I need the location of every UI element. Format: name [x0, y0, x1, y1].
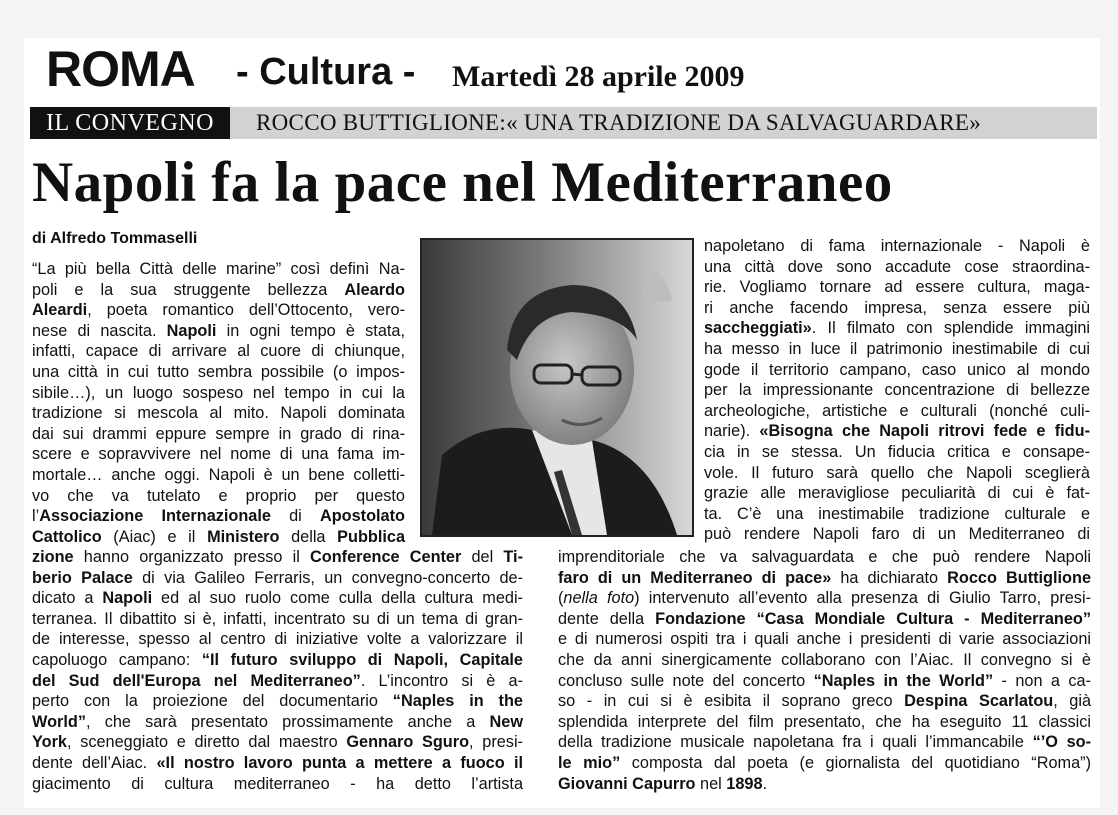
- line: capoluogo campano: “Il futuro sviluppo di Napoli, Capitale: [32, 650, 523, 669]
- line: faro di un Mediterraneo di pace» ha dichiarato Rocco Buttiglione: [558, 568, 1091, 587]
- line: Aleardi, poeta romantico dell’Ottocento, vero-: [32, 301, 405, 320]
- line: scere e sopravvivere nel nome di una fama im-: [32, 445, 405, 464]
- section-name: - Cultura -: [236, 51, 416, 93]
- line: una città dove sono accadute cose straordina-: [704, 257, 1090, 276]
- line: saccheggiati». Il filmato con splendide immagini: [704, 319, 1090, 338]
- line: dai sui drammi eppure sempre in grado di rina-: [32, 424, 405, 443]
- line: vo che va tutelato e proprio per questo: [32, 486, 405, 505]
- line: grazie alle meravigliose peculiarità di cui è fat-: [704, 484, 1090, 503]
- line: zione hanno organizzato presso il Conference Center del Ti-: [32, 548, 523, 566]
- line: terranea. Il dibattito si è, infatti, incentrato su di un tema di gran-: [32, 609, 523, 628]
- line: narie). «Bisogna che Napoli ritrovi fede e fidu-: [704, 422, 1090, 441]
- line: che da anni sinergicamente collaborano con l’Aiac. Il convegno si è: [558, 650, 1091, 669]
- line: imprenditoriale che va salvaguardata e che può rendere Napoli: [558, 548, 1091, 566]
- line: gode il territorio campano, caso unico al mondo: [704, 360, 1090, 379]
- line: dente dell’Aiac. «Il nostro lavoro punta a mettere a fuoco il: [32, 753, 523, 772]
- headline: Napoli fa la pace nel Mediterraneo: [32, 151, 893, 214]
- line: York, sceneggiato e diretto dal maestro Gennaro Sguro, presi-: [32, 733, 523, 752]
- section-tag: IL CONVEGNO: [30, 107, 230, 139]
- line: Giovanni Capurro nel 1898.: [558, 774, 768, 793]
- article-photo: [420, 238, 694, 537]
- line: de interesse, spesso al centro di iniziative volte a valorizzare il: [32, 630, 523, 649]
- portrait-image: [422, 240, 692, 535]
- line: dicato a Napoli ed al suo ruolo come culla della cultura medi-: [32, 589, 523, 608]
- line: ta. C’è una inestimabile tradizione culturale e: [704, 504, 1090, 523]
- line: (nella foto) intervenuto all’evento alla presenza di Giulio Tarro, presi-: [558, 589, 1091, 608]
- line: può rendere Napoli faro di un Mediterraneo di: [704, 525, 1090, 544]
- line: ri anche facendo impresa, senza essere più: [704, 298, 1090, 317]
- line: “La più bella Città delle marine” così definì Na-: [32, 260, 405, 278]
- line: sibile…), un luogo sospeso nel tempo in cui la: [32, 383, 405, 402]
- line: e di numerosi ospiti tra i quali anche i presidenti di varie associazioni: [558, 630, 1091, 649]
- line: l’Associazione Internazionale di Apostolato: [32, 507, 405, 526]
- article-column-3: [704, 236, 1090, 545]
- line: rie. Vogliamo tornare ad essere cultura, maga-: [704, 278, 1090, 297]
- line: perto con la proiezione del documentario “Naples in the: [32, 692, 523, 711]
- issue-date: Martedì 28 aprile 2009: [452, 60, 745, 93]
- line: nese di nascita. Napoli in ogni tempo è stata,: [32, 321, 405, 340]
- line: tradizione si mescola al mito. Napoli dominata: [32, 404, 405, 423]
- line: Cattolico (Aiac) e il Ministero della Pubblica: [32, 527, 405, 546]
- subheadline: ROCCO BUTTIGLIONE:« UNA TRADIZIONE DA SALVAGUARDARE»: [256, 110, 981, 135]
- line: dente della Fondazione “Casa Mondiale Cultura - Mediterraneo”: [558, 609, 1091, 628]
- line: berio Palace di via Galileo Ferraris, un convegno-concerto de-: [32, 568, 523, 587]
- article-column-1: [32, 259, 405, 547]
- line: della tradizione musicale napoletana fra i quali l’immancabile “’O so-: [558, 733, 1091, 752]
- line: una città in cui tutto sembra possibile (o impos-: [32, 362, 405, 381]
- line: per la impressionante concentrazione di bellezze: [704, 381, 1090, 400]
- article-column-1-continued: [32, 547, 523, 794]
- line: splendida interprete del film presentato, che ha eseguito 11 classici: [558, 712, 1091, 731]
- line: World”, che sarà presentato prossimamente anche a New: [32, 712, 523, 731]
- line: archeologiche, artistiche e culturali (nonché culi-: [704, 401, 1090, 420]
- line: so - in cui si è esibita il soprano greco Despina Scarlatou, già: [558, 692, 1092, 711]
- line: mortale… anche oggi. Napoli è un bene colletti-: [32, 465, 405, 484]
- kicker-bar: [30, 107, 1097, 139]
- line: infatti, capace di arrivare al cuore di chiunque,: [32, 342, 405, 361]
- line: giacimento di cultura mediterraneo - ha detto l’artista: [32, 774, 523, 793]
- line: le mio” composta dal poeta (e giornalista del quotidiano “Roma”): [558, 753, 1091, 772]
- line: poli e la sua struggente bellezza Aleardo: [32, 280, 405, 299]
- line: napoletano di fama internazionale - Napoli è: [704, 237, 1090, 255]
- line: del Sud dell'Europa nel Mediterraneo”. L’incontro si è a-: [32, 671, 523, 690]
- publication-name: ROMA: [46, 41, 195, 97]
- line: concluso sulle note del concerto “Naples in the World” - non a ca-: [558, 671, 1091, 690]
- byline: di Alfredo Tommaselli: [32, 230, 198, 247]
- article-column-2-continued: [558, 547, 1091, 794]
- line: vole. Il futuro sarà quello che Napoli sceglierà: [704, 463, 1090, 482]
- line: ha messo in luce il patrimonio inestimabile di cui: [704, 339, 1090, 358]
- line: cia in se stessa. Un fiducia critica e consape-: [704, 442, 1090, 461]
